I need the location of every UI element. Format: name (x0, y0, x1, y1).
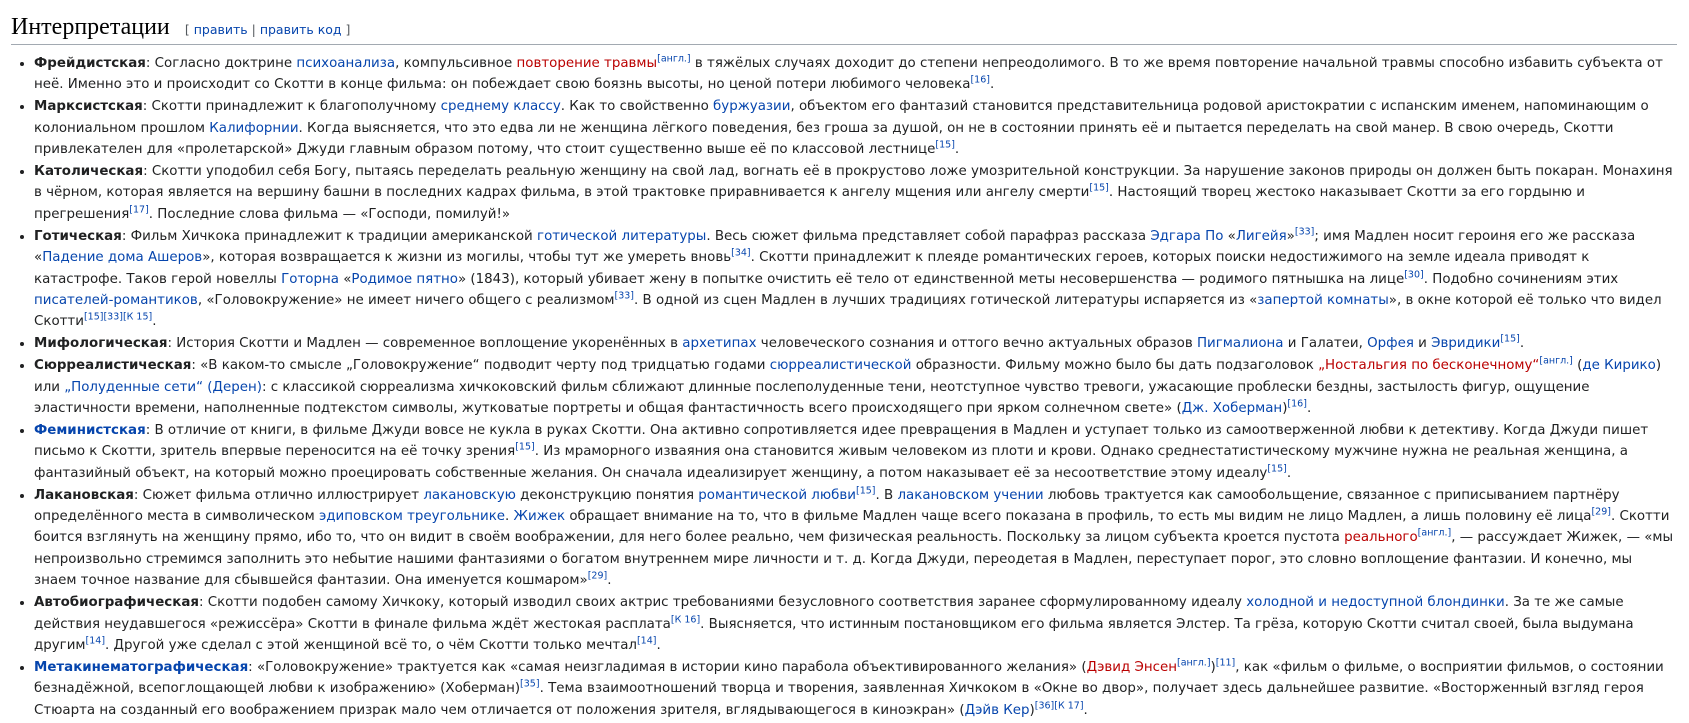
interpretation-term: Марксистская (34, 99, 143, 115)
text-fragment: . Тема взаимоотношений творца и творения, заявленная Хичкоком в «Окне во двор», получает здесь дальнейшее развитие. «Восторженный взгляд героя Стюарта на созданный его воображением призрак мало чем отличается от положения зрителя, вглядывающегося в киноэкран» ( (34, 681, 1644, 718)
citation-link[interactable]: [15] (515, 441, 535, 453)
wiki-link[interactable]: лакановскую (423, 487, 516, 503)
wiki-link[interactable]: Падение дома Ашеров (42, 250, 203, 266)
edit-separator: | (247, 22, 260, 37)
wiki-link[interactable]: Дэйв Кер (964, 702, 1030, 718)
interpretation-term-link[interactable]: Феминистская (34, 422, 146, 438)
edit-code-link[interactable]: править код (259, 22, 342, 37)
wiki-link[interactable]: Лигейя (1235, 228, 1287, 244)
text-fragment: и (1413, 336, 1432, 352)
wiki-link[interactable]: Эдгара По (1150, 228, 1224, 244)
citation-link[interactable]: [36][К 17] (1034, 700, 1084, 712)
interpretation-term: Сюрреалистическая (34, 358, 192, 374)
edit-bracket-open: [ (184, 22, 194, 37)
wiki-link[interactable]: Готорна (281, 271, 339, 287)
list-item (34, 161, 1677, 225)
wiki-link[interactable]: де Кирико (1582, 358, 1656, 374)
text-fragment: . (607, 573, 612, 589)
text-fragment: . В одной из сцен Мадлен в лучших традициях готической литературы испаряется из « (634, 292, 1258, 308)
wiki-link[interactable]: Родимое пятно (351, 271, 458, 287)
wiki-link[interactable]: сюрреалистической (769, 358, 912, 374)
edit-link[interactable]: править (193, 22, 248, 37)
citation-link[interactable]: [14] (636, 635, 657, 647)
missing-article-link[interactable]: Дэвид Энсен (1086, 659, 1177, 675)
wiki-link[interactable]: Пигмалиона (1196, 336, 1284, 352)
citation-link[interactable]: [К 16] (670, 614, 701, 626)
text-fragment: обращает внимание на то, что в фильме Мадлен чаще всего показана в профиль, то есть мы видим не лицо Мадлен, а лишь половину её лица (565, 509, 1592, 525)
wiki-link[interactable]: „Полуденные сети“ (Дерен) (64, 379, 262, 395)
interpretation-term-link[interactable]: Метакинематографическая (34, 659, 249, 675)
text-fragment: : В отличие от книги, в фильме Джуди вовсе не кукла в руках Скотти. Она активно сопротивляется идее превращения в Мадлен и уступает только из самоотверженной любви к детективу. Когда Джуди пишет письмо к Скотти, зритель впервые переносится на её точку зрения (34, 422, 1649, 460)
text-fragment: , как «фильм о фильме, о восприятии фильмов, о состоянии безнадёжной, всепоглощающей любви к изображению» (Хоберман) (34, 659, 1664, 697)
wiki-link[interactable]: Дж. Хоберман (1181, 401, 1283, 416)
citation-link[interactable]: [14] (85, 635, 106, 647)
citation-link[interactable]: [16] (970, 74, 990, 86)
text-fragment: . Скотти боится взглянуть на женщину прямо, ибо то, что он видит в своём воображении, для него более реально, чем физическая реальность. Поскольку за лицом субъекта кроется пустота (34, 509, 1670, 546)
text-fragment: любовь трактуется как самообольщение, связанное с приписыванием партнёру определённого места в символическом (34, 487, 1620, 525)
interpretation-term: Автобиографическая (34, 595, 199, 611)
citation-link[interactable]: [17] (129, 204, 149, 216)
text-fragment: « (1223, 228, 1236, 244)
text-fragment: » (1286, 228, 1295, 244)
text-fragment: . В (875, 487, 898, 503)
text-fragment: в тяжёлых случаях доходит до степени непреодолимого. В то же время повторение начальной травмы способно избавить субъекта от неё. Именно это и происходит со Скотти в конце фильма: он побеждает свою боязнь высоты, но ценой потери любимого человека (34, 56, 1663, 93)
text-fragment: ) (1282, 401, 1288, 416)
text-fragment: . Настоящий творец жестоко наказывает Скотти за его гордыню и прегрешения (34, 185, 1585, 222)
text-fragment: . (954, 142, 960, 158)
list-item (34, 53, 1677, 96)
text-fragment: образности. Фильму можно было бы дать подзаголовок (911, 358, 1319, 374)
text-fragment: : История Скотти и Мадлен — современное воплощение укоренённых в (167, 336, 683, 352)
section-title: Интерпретации (11, 14, 170, 40)
text-fragment: : Скотти принадлежит к благополучному (142, 99, 441, 115)
citation-link[interactable]: [29] (587, 570, 608, 582)
text-fragment: . (152, 314, 157, 330)
wiki-link[interactable]: Жижек (513, 509, 566, 525)
text-fragment: человеческого сознания и оттого вечно актуальных образов (756, 336, 1197, 352)
interlanguage-link[interactable]: [англ.] (1177, 657, 1211, 669)
text-fragment: : Скотти подобен самому Хичкоку, который изводил своих актрис требованиями безусловного соответствия заранее сформулированному идеалу (198, 595, 1247, 611)
text-fragment: , компульсивное (395, 56, 517, 71)
list-item (34, 355, 1677, 419)
list-item (34, 226, 1677, 333)
text-fragment: . Скотти принадлежит к плеяде романтических героев, которых поиски недостижимого на земле идеала приводят к катастрофе. Таков герой новеллы (34, 250, 1590, 287)
citation-link[interactable]: [35] (520, 678, 540, 690)
edit-links (185, 22, 351, 37)
text-fragment: : с классикой сюрреализма хичкоковский фильм сближают длинные послеполуденные тени, неотступное чувство тревоги, ужасающие проблески бездны, застылость фигур, ощущение эластичности времени, наполненные подтекстом символы, жутковатые портреты и общая фантастичность всего происходящего при ярком солнечном свете» ( (34, 379, 1590, 416)
citation-link[interactable]: [33] (1294, 226, 1315, 238)
interpretations-list (11, 53, 1677, 721)
citation-link[interactable]: [15] (1500, 333, 1520, 345)
citation-link[interactable]: [16] (1287, 398, 1307, 410)
section-header (11, 14, 1677, 45)
text-fragment: . (656, 637, 661, 653)
text-fragment: : «Головокружение» трактуется как «самая неизгладимая в истории кино парабола объективированного желания» ( (248, 659, 1087, 675)
interlanguage-link[interactable]: [англ.] (1417, 527, 1452, 539)
text-fragment: . (1286, 465, 1292, 481)
text-fragment: ) (1029, 702, 1035, 718)
list-item (34, 657, 1677, 721)
text-fragment: : Сюжет фильма отлично иллюстрирует (133, 487, 424, 503)
text-fragment: . (505, 509, 514, 525)
text-fragment: . Последние слова фильма — «Господи, помилуй!» (148, 206, 511, 222)
text-fragment: » (1843), который убивает жену в попытке очистить её тело от единственной меты несовершенства — родимого пятнышка на лице (457, 271, 1405, 287)
text-fragment: и Галатеи, (1283, 336, 1368, 352)
interpretation-term: Готическая (34, 228, 122, 244)
text-fragment: , объектом его фантазий становится представительница родовой аристократии с испанским именем, напоминающим о колониальном прошлом (34, 99, 1649, 136)
text-fragment: . (1519, 336, 1525, 352)
citation-link[interactable]: [34] (731, 247, 751, 259)
list-item (34, 485, 1677, 592)
text-fragment: ( (1572, 358, 1583, 374)
text-fragment: , «Головокружение» не имеет ничего общего с реализмом (197, 292, 615, 308)
missing-article-link[interactable]: „Ностальгия по бесконечному“ (1318, 358, 1540, 374)
list-item (34, 592, 1677, 656)
wiki-link[interactable]: Эвридики (1431, 336, 1501, 352)
citation-link[interactable]: [29] (1591, 506, 1611, 518)
wiki-link[interactable]: Калифорнии (209, 120, 299, 136)
wiki-link[interactable]: романтической любви (698, 487, 856, 503)
interpretation-term: Лакановская (34, 487, 134, 503)
text-fragment: . За те же самые действия неудавшегося «режиссёра» Скотти в финале фильма ждёт жестокая расплата (34, 595, 1624, 632)
citation-link[interactable]: [11] (1215, 657, 1236, 669)
citation-link[interactable]: [15] (1089, 182, 1109, 194)
text-fragment: . Когда выясняется, что это едва ли не женщина лёгкого поведения, без гроша за душой, он не в состоянии принять её и пытается переделать на свой манер. В свою очередь, Скотти привлекателен для «пролетарской» Джуди главным образом потому, что стоит существенно выше её по классовой лестнице (34, 120, 1614, 158)
missing-article-link[interactable]: повторение травмы (516, 56, 658, 71)
wiki-link[interactable]: Орфея (1367, 336, 1414, 352)
wiki-link[interactable]: архетипах (682, 336, 757, 352)
citation-link[interactable]: [15] (935, 139, 955, 151)
wiki-link[interactable]: эдиповском треугольнике (318, 509, 506, 525)
text-fragment: : «В каком-то смысле „Головокружение“ подводит черту под тридцатью годами (191, 358, 770, 374)
text-fragment: : Скотти уподобил себя Богу, пытаясь переделать реальную женщину на свой лад, вогнать её в прокрустово ложе умозрительной конструкции. За нарушение законов природы он должен быть покаран. Монахиня в чёрном, которая является на вершину башни в последних кадрах фильма, в этой трактовке приравнивается к ангелу мщения или ангелу смерти (34, 164, 1673, 201)
interpretation-term: Фрейдистская (34, 56, 146, 71)
interlanguage-link[interactable]: [англ.] (657, 53, 691, 65)
edit-bracket-close: ] (341, 22, 351, 37)
missing-article-link[interactable]: реального (1344, 530, 1418, 546)
text-fragment: ) (1210, 659, 1216, 675)
wiki-link[interactable]: психоанализа (296, 56, 396, 71)
wiki-link[interactable]: холодной и недоступной блондинки (1246, 595, 1505, 611)
citation-link[interactable]: [15] (855, 485, 876, 497)
text-fragment: . Как то свойственно (560, 99, 714, 115)
wiki-link[interactable]: буржуазии (713, 99, 791, 115)
text-fragment: . Весь сюжет фильма представляет собой парафраз рассказа (706, 228, 1151, 244)
interpretation-term: Католическая (34, 164, 144, 180)
citation-link[interactable]: [15][33][К 15] (83, 311, 153, 323)
text-fragment: . (1306, 401, 1312, 416)
list-item (34, 420, 1677, 484)
text-fragment: », которая возвращается к жизни из могилы, чтобы тут же умереть вновь (202, 250, 732, 266)
text-fragment: », в окне которой её только что видел Скотти (34, 292, 1662, 330)
text-fragment: . (1083, 702, 1088, 718)
text-fragment: : Фильм Хичкока принадлежит к традиции американской (121, 228, 538, 244)
citation-link[interactable]: [30] (1404, 269, 1424, 281)
text-fragment: , — рассуждает Жижек, — «мы непроизвольно стремимся заполнить это небытие нашими фантазиями о богатом внутреннем мире личности и т. д. Когда Джуди, переодетая в Мадлен, переступает порог, это словно воплощение фантазии. И конечно, мы знаем точное название для сбывшейся фантазии. Она именуется кошмаром» (34, 530, 1674, 589)
citation-link[interactable]: [33] (614, 290, 635, 302)
interlanguage-link[interactable]: [англ.] (1539, 355, 1573, 367)
wiki-link[interactable]: лакановском учении (897, 487, 1044, 503)
wiki-link[interactable]: запертой комнаты (1257, 292, 1389, 308)
text-fragment: « (338, 271, 352, 287)
wiki-link[interactable]: среднему классу (440, 99, 561, 115)
list-item (34, 96, 1677, 160)
text-fragment: . Другой уже сделал с этой женщиной всё то, о чём Скотти только мечтал (105, 637, 637, 653)
text-fragment: : Согласно доктрине (145, 56, 297, 71)
text-fragment: . Выясняется, что истинным постановщиком его фильма является Элстер. Та грёза, которую Скотти считал своей, была выдумана другим (34, 616, 1634, 653)
text-fragment: ) или (34, 358, 1662, 395)
text-fragment: . Подобно сочинениям этих (1423, 271, 1619, 287)
interpretation-term: Мифологическая (34, 336, 168, 352)
text-fragment: деконструкцию понятия (515, 487, 699, 503)
text-fragment: . Из мраморного изваяния она становится живым человеком из плоти и крови. Однако среднестатистическому мужчине нужна не реальная женщина, а фантазийный объект, на который можно проецировать собственные желания. Он сначала идеализирует женщину, а потом наказывает её за несоответствие этому идеалу (34, 444, 1628, 481)
text-fragment: . (989, 77, 995, 93)
list-item (34, 333, 1677, 354)
wiki-link[interactable]: писателей-романтиков (34, 292, 198, 308)
text-fragment: ; имя Мадлен носит героиня его же рассказа « (34, 228, 1636, 266)
citation-link[interactable]: [15] (1267, 463, 1287, 475)
wiki-link[interactable]: готической литературы (537, 228, 707, 244)
